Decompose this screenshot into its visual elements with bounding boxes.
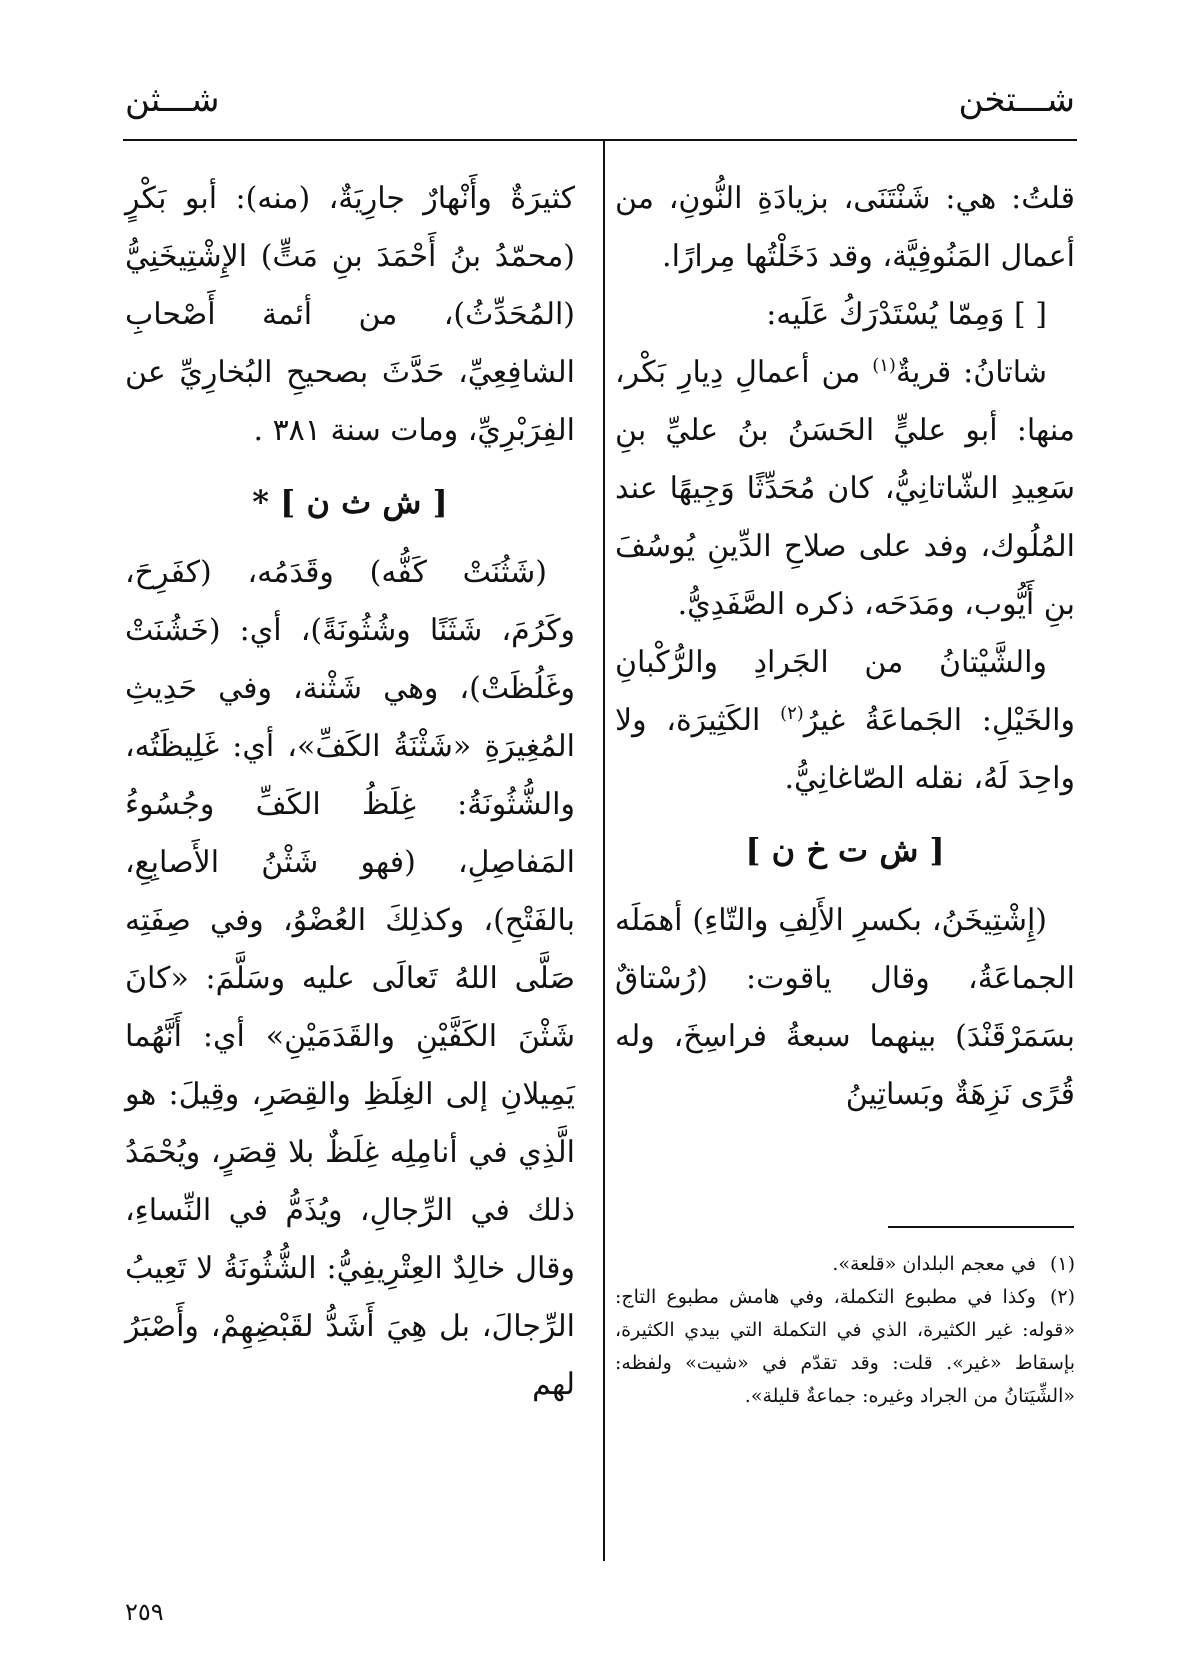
footnote-rule xyxy=(888,1226,1074,1228)
footnotes xyxy=(615,1248,1075,1413)
right-paragraph-3-text-a: شاتانُ: قريةٌ xyxy=(895,355,1047,390)
left-paragraph-2: (شَثُنَتْ كَفُّه) وقَدَمُه، (كفَرِحَ، وكَرُمَ، شَثَنًا وشُثُونَةً)، أي: (خَشُنَتْ وغَلُظَتْ)، وهي شَثْنة، وفي حَدِيثِ المُغِيرَةِ «شَثْنَةُ الكَفِّ»، أي: غَلِيظَتُه، والشُّثُونَةُ: غِلَظُ الكَفِّ وجُسُوءُ المَفاصِلِ، (فهو شَثْنُ الأَصابِعِ، بالفَتْحِ)، وكذلِكَ العُضْوُ، وفي صِفَتِه صَلَّى اللهُ تَعالَى عليه وسَلَّمَ: «كانَ شَثْنَ الكَفَّيْنِ والقَدَمَيْنِ» أي: أَنَّهُما يَمِيلانِ إلى الغِلَظِ والقِصَرِ، وقِيلَ: هو الَّذِي في أنامِلِه غِلَظٌ بلا قِصَرٍ، ويُحْمَدُ ذلك في الرِّجالِ، ويُذَمُّ في النِّساءِ، وقال خالِدٌ العِتْرِيفِيُّ: الشُّثُونَةُ لا تَعِيبُ الرِّجالَ، بل هِيَ أَشَدُّ لقَبْضِهِمْ، وأَصْبَرُ لهم xyxy=(125,555,575,1402)
right-paragraph-4-text-b: الكَثِيرَة، ولا واحِدَ لَهُ، نقله الصّاغانِيُّ. xyxy=(615,703,1075,796)
footnote-2-text: وكذا في مطبوع التكملة، وفي هامش مطبوع التاج: «قوله: غير الكثيرة، الذي في التكملة التي بيدي الكثيرة، بإسقاط «غير». قلت: وقد تقدّم في «شيت» ولفظه: «الشِّيَتانُ من الجراد وغيره: جماعةٌ قليلة». xyxy=(615,1286,1075,1407)
footnote-ref-2[interactable]: (٢) xyxy=(780,703,804,724)
footnote-2 xyxy=(615,1281,1075,1413)
right-paragraph-4-text-a: والشَّيْتانُ من الجَرادِ والرُّكْبانِ والخَيْلِ: الجَماعَةُ غيرُ xyxy=(615,645,1075,738)
entry-heading-shtkhn: [ ش ت خ ن ] xyxy=(745,831,945,869)
right-paragraph-3 xyxy=(615,344,1075,634)
header-rule xyxy=(123,139,1077,141)
left-paragraph-1: كثيرَةٌ وأَنْهارٌ جارِيَةٌ، (منه): أبو بَكْرٍ (محمّدُ بنُ أَحْمَدَ بنِ مَتٍّ) الإِشْتِيخَنِيُّ (المُحَدِّثُ)، من أئمة أَصْحابِ الشافِعِيِّ، حَدَّثَ بصحيحِ البُخارِيِّ عن الفِرَبْرِيِّ، ومات سنة ٣٨١ . xyxy=(125,181,575,448)
right-paragraph-2: [ ] وَمِمّا يُسْتَدْرَكُ عَلَيه: xyxy=(766,297,1047,332)
page-number: ٢٥٩ xyxy=(125,1598,164,1626)
footnote-1-text: في معجم البلدان «قلعة». xyxy=(832,1253,1036,1275)
right-paragraph-4 xyxy=(615,634,1075,808)
right-paragraph-1: قلتُ: هي: شَنْتَنَى، بزيادَةِ النُّونِ، من أعمال المَنُوفِيَّة، وقد دَخَلْتُها مِرارًا. xyxy=(615,181,1075,274)
entry-heading-shthn: [ ش ث ن ] * xyxy=(252,483,448,521)
footnote-1-number: (١) xyxy=(1049,1253,1075,1275)
header-right-title: شـــتخن xyxy=(958,80,1075,120)
right-paragraph-3-text-b: من أعمالِ دِيارِ بَكْر، منها: أبو عليٍّ الحَسَنُ بنُ عليِّ بنِ سَعِيدِ الشّاتانِيُّ، كان مُحَدِّثًا وَجِيهًا عند المُلُوك، وفد على صلاحِ الدِّينِ يُوسُفَ بنِ أَيُّوب، ومَدَحَه، ذكره الصَّفَدِيُّ. xyxy=(615,355,1075,622)
footnote-ref-1[interactable]: (١) xyxy=(872,355,896,376)
footnote-2-number: (٢) xyxy=(1049,1286,1075,1308)
header-left-title: شـــثن xyxy=(125,80,220,120)
right-column xyxy=(615,170,1075,1124)
footnote-1 xyxy=(615,1248,1075,1281)
left-column xyxy=(125,170,575,1414)
right-paragraph-5: (إِشْتِيخَنُ، بكسرِ الأَلِفِ والتّاءِ) أهمَلَه الجماعَةُ، وقال ياقوت: (رُسْتاقٌ بسَمَرْقَنْدَ) بينهما سبعةُ فراسِخَ، وله قُرًى نَزِهَةٌ وبَساتِينُ xyxy=(615,903,1075,1112)
column-divider xyxy=(603,141,605,1561)
